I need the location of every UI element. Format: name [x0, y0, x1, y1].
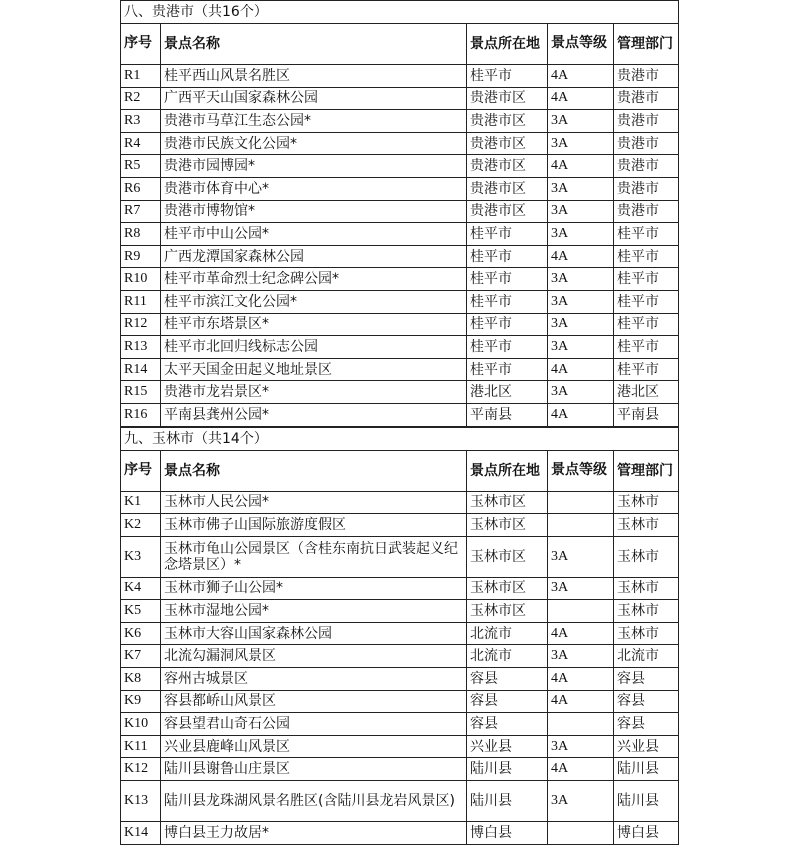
table-row — [121, 822, 679, 845]
cell-location: 港北区 — [467, 381, 548, 404]
cell-level: 4A — [548, 65, 614, 88]
cell-location: 桂平市 — [467, 336, 548, 359]
cell-id: R11 — [121, 290, 161, 313]
cell-dept: 贵港市 — [614, 155, 679, 178]
table-row — [121, 781, 679, 822]
cell-dept: 桂平市 — [614, 358, 679, 381]
cell-id: R10 — [121, 268, 161, 291]
cell-location: 贵港市区 — [467, 87, 548, 110]
table-row — [121, 177, 679, 200]
cell-dept: 玉林市 — [614, 600, 679, 623]
cell-level: 3A — [548, 645, 614, 668]
cell-level: 3A — [548, 110, 614, 133]
cell-id: K13 — [121, 781, 161, 822]
cell-name: 北流勾漏洞风景区 — [161, 645, 467, 668]
cell-name: 容州古城景区 — [161, 668, 467, 691]
cell-location: 容县 — [467, 713, 548, 736]
cell-name: 贵港市民族文化公园* — [161, 132, 467, 155]
cell-dept: 玉林市 — [614, 622, 679, 645]
cell-dept: 玉林市 — [614, 577, 679, 600]
table-row — [121, 758, 679, 781]
cell-dept: 陆川县 — [614, 781, 679, 822]
header-id: 序号 — [121, 24, 161, 65]
cell-id: R13 — [121, 336, 161, 359]
table-row — [121, 358, 679, 381]
section-title — [121, 1, 679, 24]
cell-id: K5 — [121, 600, 161, 623]
table-row — [121, 491, 679, 514]
cell-id: R12 — [121, 313, 161, 336]
table-row — [121, 200, 679, 223]
cell-id: R15 — [121, 381, 161, 404]
table-row — [121, 313, 679, 336]
table-row — [121, 735, 679, 758]
cell-dept: 贵港市 — [614, 87, 679, 110]
cell-level: 3A — [548, 290, 614, 313]
cell-level — [548, 514, 614, 537]
cell-dept: 陆川县 — [614, 758, 679, 781]
cell-level: 4A — [548, 403, 614, 426]
cell-name: 平南县龚州公园* — [161, 403, 467, 426]
cell-dept: 桂平市 — [614, 223, 679, 246]
cell-level: 4A — [548, 87, 614, 110]
cell-dept: 兴业县 — [614, 735, 679, 758]
cell-id: K4 — [121, 577, 161, 600]
cell-location: 兴业县 — [467, 735, 548, 758]
cell-dept: 贵港市 — [614, 65, 679, 88]
table-row — [121, 713, 679, 736]
cell-location: 贵港市区 — [467, 200, 548, 223]
cell-id: K14 — [121, 822, 161, 845]
table-header-row — [121, 24, 679, 65]
cell-name: 贵港市博物馆* — [161, 200, 467, 223]
section-title-row — [121, 427, 679, 450]
cell-location: 博白县 — [467, 822, 548, 845]
cell-level: 3A — [548, 132, 614, 155]
cell-id: R5 — [121, 155, 161, 178]
cell-id: K7 — [121, 645, 161, 668]
cell-dept: 贵港市 — [614, 200, 679, 223]
cell-location: 陆川县 — [467, 781, 548, 822]
table-row — [121, 514, 679, 537]
header-name: 景点名称 — [161, 450, 467, 491]
cell-location: 北流市 — [467, 645, 548, 668]
cell-id: K8 — [121, 668, 161, 691]
cell-dept: 平南县 — [614, 403, 679, 426]
cell-level — [548, 713, 614, 736]
cell-location: 桂平市 — [467, 223, 548, 246]
table-row — [121, 381, 679, 404]
cell-id: R7 — [121, 200, 161, 223]
cell-location: 贵港市区 — [467, 155, 548, 178]
cell-id: R6 — [121, 177, 161, 200]
cell-dept: 桂平市 — [614, 268, 679, 291]
cell-dept: 贵港市 — [614, 132, 679, 155]
cell-name: 玉林市龟山公园景区（含桂东南抗日武装起义纪念塔景区）* — [161, 536, 467, 577]
scenic-spot-table — [120, 0, 679, 427]
cell-name: 玉林市佛子山国际旅游度假区 — [161, 514, 467, 537]
cell-dept: 博白县 — [614, 822, 679, 845]
cell-name: 广西龙潭国家森林公园 — [161, 245, 467, 268]
cell-name: 广西平天山国家森林公园 — [161, 87, 467, 110]
cell-dept: 桂平市 — [614, 336, 679, 359]
cell-dept: 玉林市 — [614, 491, 679, 514]
table-row — [121, 336, 679, 359]
table-row — [121, 600, 679, 623]
section-title-row — [121, 1, 679, 24]
cell-name: 桂平西山风景名胜区 — [161, 65, 467, 88]
cell-dept: 容县 — [614, 668, 679, 691]
cell-name: 陆川县龙珠湖风景名胜区(含陆川县龙岩风景区) — [161, 781, 467, 822]
cell-level — [548, 491, 614, 514]
cell-level: 3A — [548, 313, 614, 336]
cell-id: R14 — [121, 358, 161, 381]
cell-id: K2 — [121, 514, 161, 537]
section-title — [121, 427, 679, 450]
cell-level: 4A — [548, 358, 614, 381]
cell-name: 陆川县谢鲁山庄景区 — [161, 758, 467, 781]
cell-location: 平南县 — [467, 403, 548, 426]
cell-level — [548, 822, 614, 845]
cell-dept: 容县 — [614, 690, 679, 713]
cell-location: 贵港市区 — [467, 110, 548, 133]
cell-dept: 容县 — [614, 713, 679, 736]
cell-location: 玉林市区 — [467, 491, 548, 514]
header-dept: 管理部门 — [614, 450, 679, 491]
cell-level: 4A — [548, 245, 614, 268]
cell-dept: 贵港市 — [614, 177, 679, 200]
document-page — [120, 0, 678, 845]
cell-level: 3A — [548, 381, 614, 404]
table-header-row — [121, 450, 679, 491]
cell-location: 贵港市区 — [467, 177, 548, 200]
cell-dept: 玉林市 — [614, 514, 679, 537]
cell-name: 桂平市东塔景区* — [161, 313, 467, 336]
cell-id: R4 — [121, 132, 161, 155]
cell-level: 4A — [548, 668, 614, 691]
cell-level: 3A — [548, 200, 614, 223]
cell-dept: 桂平市 — [614, 245, 679, 268]
header-name: 景点名称 — [161, 24, 467, 65]
section-title-text: 八、贵港市（共16个） — [124, 4, 268, 20]
table-row — [121, 622, 679, 645]
cell-id: K9 — [121, 690, 161, 713]
cell-name: 玉林市人民公园* — [161, 491, 467, 514]
cell-id: R8 — [121, 223, 161, 246]
cell-level — [548, 600, 614, 623]
cell-id: K12 — [121, 758, 161, 781]
cell-name: 贵港市园博园* — [161, 155, 467, 178]
table-row — [121, 132, 679, 155]
cell-level: 4A — [548, 155, 614, 178]
header-level: 景点等级 — [548, 24, 614, 65]
cell-name: 容县都峤山风景区 — [161, 690, 467, 713]
cell-name: 桂平市滨江文化公园* — [161, 290, 467, 313]
table-row — [121, 87, 679, 110]
cell-name: 桂平市北回归线标志公园 — [161, 336, 467, 359]
cell-location: 桂平市 — [467, 245, 548, 268]
cell-id: R16 — [121, 403, 161, 426]
cell-location: 玉林市区 — [467, 600, 548, 623]
cell-dept: 贵港市 — [614, 110, 679, 133]
table-row — [121, 403, 679, 426]
cell-location: 贵港市区 — [467, 132, 548, 155]
cell-level: 3A — [548, 536, 614, 577]
cell-dept: 桂平市 — [614, 290, 679, 313]
table-row — [121, 223, 679, 246]
cell-name: 贵港市马草江生态公园* — [161, 110, 467, 133]
cell-location: 桂平市 — [467, 65, 548, 88]
header-location: 景点所在地 — [467, 450, 548, 491]
cell-location: 桂平市 — [467, 290, 548, 313]
cell-name: 博白县王力故居* — [161, 822, 467, 845]
cell-level: 3A — [548, 223, 614, 246]
cell-location: 玉林市区 — [467, 536, 548, 577]
cell-location: 桂平市 — [467, 358, 548, 381]
cell-level: 4A — [548, 622, 614, 645]
cell-dept: 玉林市 — [614, 536, 679, 577]
table-row — [121, 645, 679, 668]
section-title-text: 九、玉林市（共14个） — [124, 430, 268, 447]
cell-id: R9 — [121, 245, 161, 268]
cell-name: 贵港市体育中心* — [161, 177, 467, 200]
table-row — [121, 536, 679, 577]
cell-name: 玉林市狮子山公园* — [161, 577, 467, 600]
cell-location: 桂平市 — [467, 313, 548, 336]
cell-location: 桂平市 — [467, 268, 548, 291]
table-row — [121, 65, 679, 88]
cell-name: 桂平市革命烈士纪念碑公园* — [161, 268, 467, 291]
table-row — [121, 290, 679, 313]
cell-level: 3A — [548, 336, 614, 359]
cell-name: 兴业县鹿峰山风景区 — [161, 735, 467, 758]
cell-id: R1 — [121, 65, 161, 88]
cell-id: R2 — [121, 87, 161, 110]
cell-id: K3 — [121, 536, 161, 577]
cell-dept: 北流市 — [614, 645, 679, 668]
cell-dept: 港北区 — [614, 381, 679, 404]
table-row — [121, 668, 679, 691]
cell-location: 容县 — [467, 668, 548, 691]
cell-id: K11 — [121, 735, 161, 758]
cell-name: 容县望君山奇石公园 — [161, 713, 467, 736]
cell-location: 北流市 — [467, 622, 548, 645]
cell-level: 4A — [548, 758, 614, 781]
cell-name: 玉林市大容山国家森林公园 — [161, 622, 467, 645]
cell-location: 玉林市区 — [467, 577, 548, 600]
cell-location: 容县 — [467, 690, 548, 713]
cell-level: 3A — [548, 177, 614, 200]
cell-level: 3A — [548, 268, 614, 291]
cell-dept: 桂平市 — [614, 313, 679, 336]
cell-location: 玉林市区 — [467, 514, 548, 537]
table-row — [121, 268, 679, 291]
table-row — [121, 110, 679, 133]
table-row — [121, 577, 679, 600]
scenic-spot-table — [120, 427, 679, 845]
cell-level: 3A — [548, 781, 614, 822]
cell-location: 陆川县 — [467, 758, 548, 781]
cell-name: 贵港市龙岩景区* — [161, 381, 467, 404]
cell-name: 玉林市湿地公园* — [161, 600, 467, 623]
cell-level: 3A — [548, 735, 614, 758]
cell-id: K6 — [121, 622, 161, 645]
cell-level: 4A — [548, 690, 614, 713]
table-row — [121, 245, 679, 268]
header-id: 序号 — [121, 450, 161, 491]
cell-name: 太平天国金田起义地址景区 — [161, 358, 467, 381]
cell-level: 3A — [548, 577, 614, 600]
cell-id: R3 — [121, 110, 161, 133]
header-dept: 管理部门 — [614, 24, 679, 65]
header-location: 景点所在地 — [467, 24, 548, 65]
cell-id: K1 — [121, 491, 161, 514]
table-row — [121, 155, 679, 178]
cell-id: K10 — [121, 713, 161, 736]
table-row — [121, 690, 679, 713]
header-level: 景点等级 — [548, 450, 614, 491]
cell-name: 桂平市中山公园* — [161, 223, 467, 246]
